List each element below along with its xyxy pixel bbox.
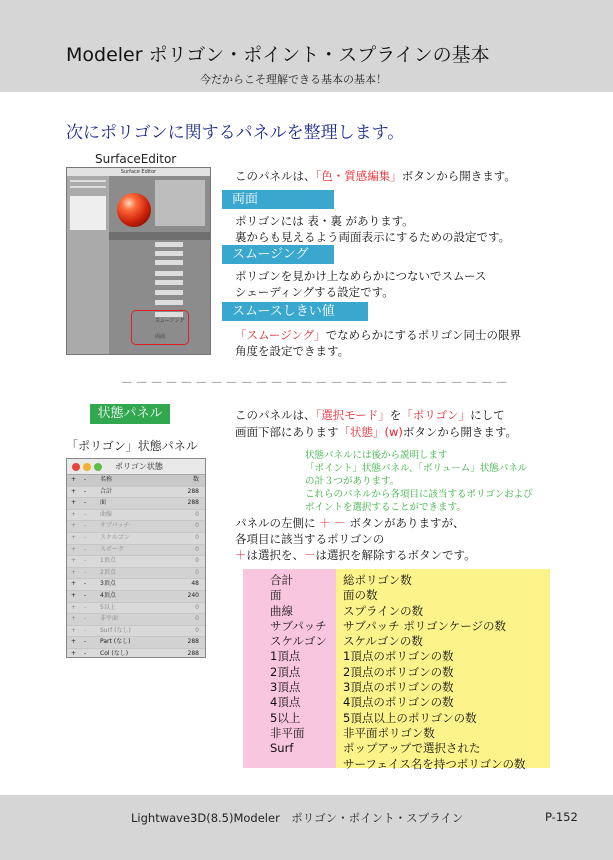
polygon-state-rows	[67, 487, 205, 658]
deselect-minus-button[interactable]: -	[84, 557, 87, 565]
deselect-minus-button[interactable]: -	[84, 580, 87, 588]
deselect-minus-button[interactable]: -	[84, 487, 87, 495]
close-light-icon	[72, 463, 80, 471]
section-title: 次にポリゴンに関するパネルを整理します。	[66, 123, 405, 143]
table-row[interactable]	[67, 556, 205, 568]
table-row[interactable]	[67, 649, 205, 658]
table-row[interactable]	[67, 487, 205, 499]
footer-title: Lightwave3D(8.5)Modeler ポリゴン・ポイント・スプライン	[131, 811, 464, 825]
table-left-column	[243, 569, 336, 768]
select-plus-button[interactable]: +	[71, 487, 77, 495]
row-name: 3頂点	[100, 580, 116, 588]
table-row[interactable]	[67, 626, 205, 638]
select-plus-button[interactable]: +	[71, 603, 77, 611]
smoothing-threshold-bar: スムースしきい値	[222, 302, 368, 321]
row-count: 0	[195, 545, 199, 553]
select-plus-button[interactable]: +	[71, 557, 77, 565]
smoothing-text-1: ポリゴンを見かけ上なめらかにつないでスムース	[235, 269, 487, 283]
row-count: 288	[187, 638, 199, 646]
table-term: Surf	[270, 741, 294, 756]
smoothing-check: スムージング	[155, 318, 185, 324]
row-count: 0	[195, 557, 199, 565]
deselect-minus-button[interactable]: -	[84, 638, 87, 646]
select-plus-button[interactable]: +	[71, 626, 77, 634]
select-plus-button[interactable]: +	[71, 638, 77, 646]
table-term: サブパッチ	[270, 618, 327, 633]
state-panel-button: 状態パネル	[90, 404, 170, 424]
surface-editor-window-title: Surface Editor	[67, 168, 210, 177]
page-title: Modeler ポリゴン・ポイント・スプラインの基本	[66, 44, 490, 66]
threshold-text-1: 「スムージング」でなめらかにするポリゴン同士の限界	[235, 328, 521, 342]
row-name: 合計	[100, 487, 113, 495]
table-description: 5頂点以上のポリゴンの数	[343, 710, 477, 725]
row-count: 0	[195, 615, 199, 623]
polygon-state-titlebar: ポリゴン状態	[67, 459, 205, 475]
minimize-light-icon	[83, 463, 91, 471]
table-row[interactable]	[67, 510, 205, 522]
select-plus-button[interactable]: +	[71, 499, 77, 507]
surface-editor-screenshot	[66, 167, 211, 355]
row-name: Col (なし)	[100, 649, 129, 657]
smoothing-text-2: シェーディングする設定です。	[235, 285, 394, 299]
table-term: 非平面	[270, 725, 305, 740]
table-term: 3頂点	[270, 680, 301, 695]
table-term: 5以上	[270, 710, 301, 725]
table-term: 2頂点	[270, 664, 301, 679]
deselect-minus-button[interactable]: -	[84, 499, 87, 507]
row-name: 1頂点	[100, 557, 116, 565]
select-plus-button[interactable]: +	[71, 510, 77, 518]
double-sided-bar: 両面	[222, 190, 334, 209]
divider: －－－－－－－－－－－－－－－－－－－－－－－－－－	[120, 376, 511, 391]
table-row[interactable]	[67, 521, 205, 533]
surface-editor-label: SurfaceEditor	[95, 152, 177, 166]
table-term: 曲線	[270, 603, 293, 618]
double-sided-text-1: ポリゴンには 表・裏 があります。	[235, 214, 414, 228]
table-description: 2頂点のポリゴンの数	[343, 664, 454, 679]
sphere-preview-icon	[117, 193, 151, 227]
table-description: 4頂点のポリゴンの数	[343, 695, 454, 710]
table-description: 面の数	[343, 588, 378, 603]
plus-minus-text-1: パネルの左側に ＋ － ボタンがありますが、	[235, 516, 465, 530]
row-name: Surf (なし)	[100, 626, 131, 634]
green-note: 状態パネルには後から説明します 「ポイント」状態パネル、「ボリューム」状態パネル の計３つがあります。 これらのパネルから各項目に該当するポリゴンおよび ポイントを選択することができます。	[305, 450, 533, 513]
table-row[interactable]	[67, 533, 205, 545]
page-footer	[0, 795, 613, 860]
row-count: 0	[195, 603, 199, 611]
table-row[interactable]	[67, 579, 205, 591]
select-plus-button[interactable]: +	[71, 615, 77, 623]
table-description: ポップアップで選択された	[343, 741, 481, 756]
table-right-column	[336, 569, 550, 771]
row-name: 非平面	[100, 615, 119, 623]
deselect-minus-button[interactable]: -	[84, 591, 87, 599]
deselect-minus-button[interactable]: -	[84, 545, 87, 553]
row-name: 曲線	[100, 510, 113, 518]
plus-minus-text-2: 各項目に該当するポリゴンの	[235, 532, 385, 546]
table-term	[270, 757, 336, 772]
row-name: スケルゴン	[100, 533, 130, 541]
row-count: 0	[195, 533, 199, 541]
row-name: Part (なし)	[100, 638, 131, 646]
select-plus-button[interactable]: +	[71, 568, 77, 576]
select-plus-button[interactable]: +	[71, 580, 77, 588]
deselect-minus-button[interactable]: -	[84, 649, 87, 657]
table-term: スケルゴン	[270, 634, 327, 649]
row-count: 288	[187, 649, 199, 657]
page-number: P-152	[545, 810, 578, 824]
row-count: 0	[195, 510, 199, 518]
row-count: 0	[195, 568, 199, 576]
table-description: 3頂点のポリゴンの数	[343, 680, 454, 695]
deselect-minus-button[interactable]: -	[84, 568, 87, 576]
table-row[interactable]	[67, 614, 205, 626]
table-description: 非平面ポリゴン数	[343, 725, 435, 740]
deselect-minus-button[interactable]: -	[84, 522, 87, 530]
double-sided-text-2: 裏からも見えるよう両面表示にするための設定です。	[235, 230, 511, 244]
row-count: 48	[191, 580, 199, 588]
table-row[interactable]	[67, 637, 205, 649]
surface-list-pane	[67, 176, 109, 355]
threshold-text-2: 角度を設定できます。	[235, 344, 350, 358]
deselect-minus-button[interactable]: -	[84, 603, 87, 611]
table-description: スプラインの数	[343, 603, 424, 618]
row-count: 288	[187, 487, 199, 495]
polygon-state-panel-label: 「ポリゴン」状態パネル	[66, 439, 198, 453]
table-term: 1頂点	[270, 649, 301, 664]
deselect-minus-button[interactable]: -	[84, 615, 87, 623]
deselect-minus-button[interactable]: -	[84, 510, 87, 518]
row-name: 2頂点	[100, 568, 116, 576]
table-description: 総ポリゴン数	[343, 573, 412, 587]
deselect-minus-button[interactable]: -	[84, 626, 87, 634]
se-open-note: このパネルは、「色・質感編集」ボタンから開きます。	[235, 169, 516, 183]
select-plus-button[interactable]: +	[71, 649, 77, 657]
select-plus-button[interactable]: +	[71, 545, 77, 553]
table-row[interactable]	[67, 545, 205, 557]
double-sided-check: 両面	[155, 334, 166, 340]
row-name: 5以上	[100, 603, 116, 611]
select-plus-button[interactable]: +	[71, 522, 77, 530]
table-term: 合計	[270, 573, 293, 587]
table-description: サーフェイス名を持つポリゴンの数	[343, 756, 526, 771]
table-term: 面	[270, 588, 282, 603]
row-name: 4頂点	[100, 591, 116, 599]
row-count: 288	[187, 499, 199, 507]
table-row[interactable]	[67, 498, 205, 510]
page-subtitle: 今だからこそ理解できる基本の基本！	[200, 73, 387, 86]
table-description: 1頂点のポリゴンの数	[343, 649, 454, 664]
table-term: 4頂点	[270, 695, 301, 710]
table-row[interactable]	[67, 591, 205, 603]
select-plus-button[interactable]: +	[71, 533, 77, 541]
smoothing-bar: スムージング	[222, 245, 334, 264]
polygon-state-header-row: + - 名称 数	[67, 475, 205, 487]
row-name: スポーク	[100, 545, 125, 553]
polygon-state-window	[66, 458, 206, 658]
state-intro-2: 画面下部にあります「状態」(w)ボタンから開きます。	[235, 425, 517, 439]
table-row[interactable]	[67, 603, 205, 615]
row-count: 0	[195, 626, 199, 634]
state-intro-1: このパネルは、「選択モード」を「ポリゴン」にして	[235, 408, 505, 422]
zoom-light-icon	[94, 463, 102, 471]
table-description: サブパッチ ポリゴンケージの数	[343, 618, 507, 633]
row-name: サブパッチ	[100, 522, 130, 530]
table-row[interactable]	[67, 568, 205, 580]
row-count: 0	[195, 522, 199, 530]
surface-settings-pane	[109, 176, 211, 355]
row-count: 240	[187, 591, 199, 599]
table-description: スケルゴンの数	[343, 634, 423, 649]
select-plus-button[interactable]: +	[71, 591, 77, 599]
row-name: 面	[100, 499, 107, 507]
plus-minus-text-3: ＋は選択を、－は選択を解除するボタンです。	[235, 548, 476, 562]
deselect-minus-button[interactable]: -	[84, 533, 87, 541]
